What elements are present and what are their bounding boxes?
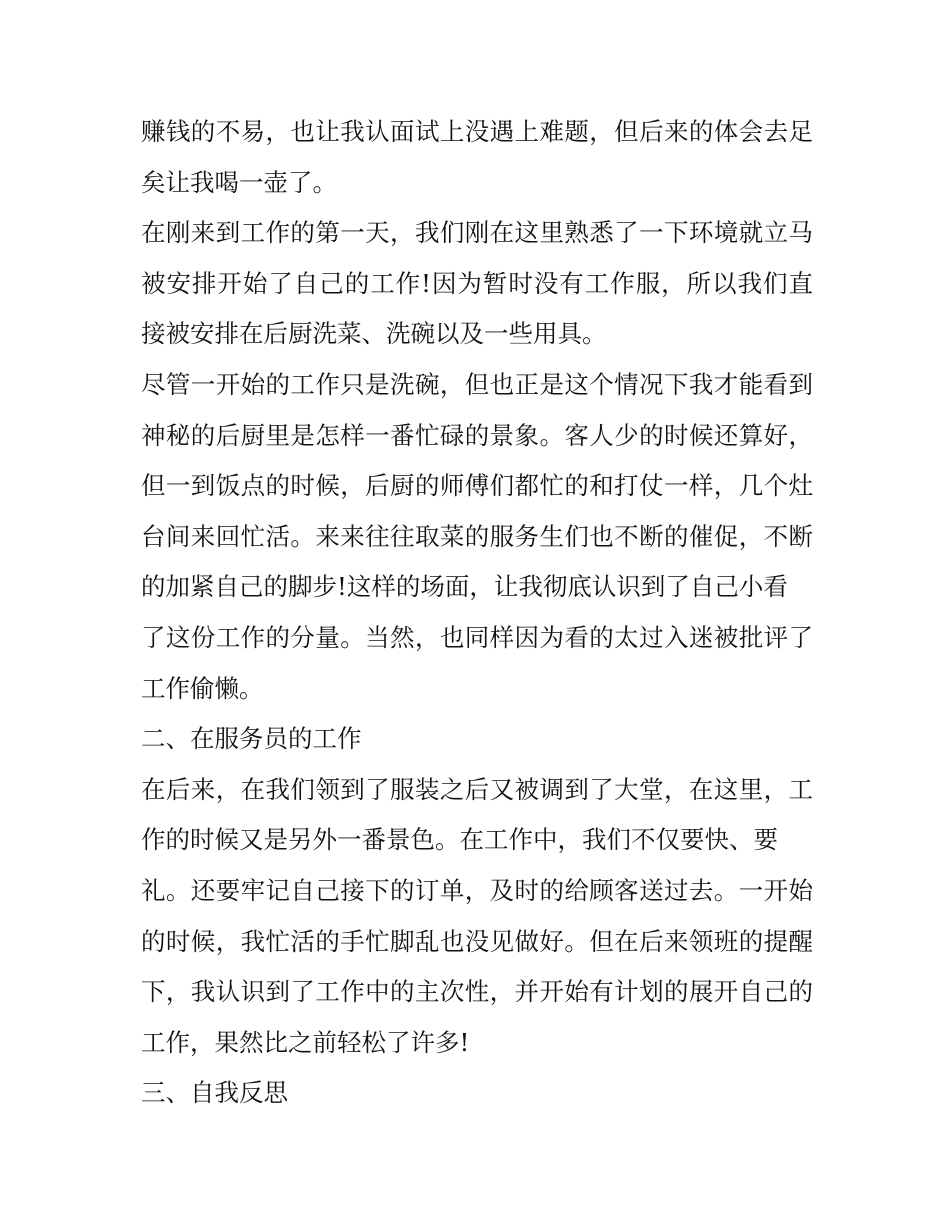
text-line: 作的时候又是另外一番景色。在工作中，我们不仅要快、要 bbox=[141, 825, 778, 855]
text-line: 在后来，在我们领到了服装之后又被调到了大堂，在这里，工 bbox=[141, 774, 813, 804]
text-line: 工作偷懒。 bbox=[141, 673, 264, 703]
text-line: 了这份工作的分量。当然，也同样因为看的太过入迷被批评了 bbox=[141, 622, 813, 652]
text-line: 赚钱的不易，也让我认面试上没遇上难题，但后来的体会去足 bbox=[141, 117, 813, 146]
text-line: 礼。还要牢记自己接下的订单，及时的给顾客送过去。一开始 bbox=[141, 875, 813, 905]
text-line: 台间来回忙活。来来往往取菜的服务生们也不断的催促，不断 bbox=[141, 521, 813, 551]
text-line: 尽管一开始的工作只是洗碗，但也正是这个情况下我才能看到 bbox=[141, 369, 813, 399]
text-line: 矣让我喝一壶了。 bbox=[141, 167, 337, 197]
text-line: 下，我认识到了工作中的主次性，并开始有计划的展开自己的 bbox=[141, 977, 813, 1007]
text-line: 接被安排在后厨洗菜、洗碗以及一些用具。 bbox=[141, 319, 607, 349]
text-line: 的时候，我忙活的手忙脚乱也没见做好。但在后来领班的提醒 bbox=[141, 926, 813, 956]
section-heading: 二、在服务员的工作 bbox=[141, 724, 362, 754]
text-line: 工作，果然比之前轻松了许多! bbox=[141, 1027, 470, 1057]
section-heading: 三、自我反思 bbox=[141, 1078, 288, 1108]
text-line: 的加紧自己的脚步!这样的场面，让我彻底认识到了自己小看 bbox=[141, 572, 788, 602]
text-line: 被安排开始了自己的工作!因为暂时没有工作服，所以我们直 bbox=[141, 268, 813, 298]
text-line: 神秘的后厨里是怎样一番忙碌的景象。客人少的时候还算好， bbox=[141, 420, 813, 450]
document-body bbox=[141, 107, 813, 1119]
text-line: 但一到饭点的时候，后厨的师傅们都忙的和打仗一样，几个灶 bbox=[141, 471, 813, 501]
text-line: 在刚来到工作的第一天，我们刚在这里熟悉了一下环境就立马 bbox=[141, 218, 813, 248]
